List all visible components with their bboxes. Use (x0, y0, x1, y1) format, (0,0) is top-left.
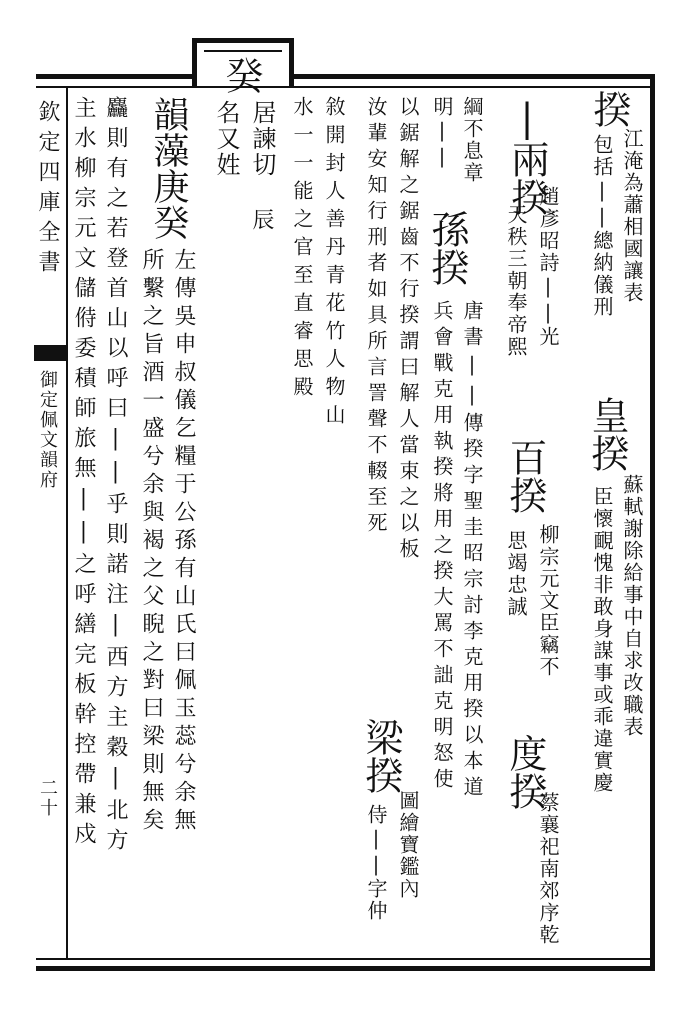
frame-top-rule-left (36, 74, 196, 79)
col4-note-b: 汝輩安知行刑者如具所言詈聲不輟至死 (364, 96, 388, 538)
col6-note-a: 居諫切 (248, 100, 276, 178)
col1-note-c: 蘇軾謝除給事中自求改職表 (620, 474, 644, 738)
tab-box-right (289, 38, 294, 88)
col3-note-a: 綱不息章 (460, 96, 484, 184)
fish-tail-mark (34, 345, 66, 361)
col4-note-a: 以鋸解之鋸齒不行揆謂曰解人當束之以板 (396, 96, 420, 564)
entry-liang-kui: |兩揆 (505, 96, 549, 216)
tab-box-inner-top (204, 50, 282, 52)
col7-note-b: 所繫之旨酒一盛兮余與褐之父睨之對曰梁則無矣 (139, 248, 164, 836)
frame-top-rule-inner (36, 86, 654, 88)
col4-note-c: 圖繪寶鑑內 (396, 790, 420, 900)
col1-note-b: 包括||總納儀刑 (590, 134, 614, 318)
col3-note-d: 兵會戰克用執揆將用之揆大罵不詘克明怒使 (430, 300, 454, 794)
col4-note-d: 侍||字仲 (364, 804, 388, 922)
frame-bottom-rule (36, 966, 654, 971)
section-heading-yunzao: 韻藻庚癸 (148, 96, 189, 240)
margin-book-title: 欽定四庫全書 (35, 100, 60, 280)
frame-right-rule (650, 74, 655, 971)
col1-note-a: 江淹為蕭相國讓表 (620, 128, 644, 304)
col5-note-a: 敘開封人善丹青花竹人物山 (322, 96, 346, 432)
tab-box-top (192, 38, 294, 43)
col1-note-d: 臣懷靦愧非敢身謀事或乖違實慶 (590, 486, 614, 794)
col6-note-b: 名又姓 (212, 100, 240, 178)
head-char-gui: 癸 (219, 56, 263, 94)
col3-note-c: 唐書||傳揆字聖圭昭宗討李克用揆以本道 (460, 300, 484, 802)
margin-page-number: 二十 (37, 778, 58, 818)
col5-note-b: 水一一能之官至直睿思殿 (290, 96, 314, 404)
col2-note-b: 天秩三朝奉帝熙 (504, 204, 528, 358)
col8-note-b: 主水柳宗元文儲偫委積師旅無||之呼繕完板幹控帶兼戍 (71, 96, 96, 852)
entry-bai-kui: 百揆 (503, 438, 547, 514)
entry-liang-kui-2: 梁揆 (359, 718, 403, 794)
margin-subtitle: 御定佩文韻府 (37, 370, 58, 490)
frame-bottom-rule-inner (36, 958, 654, 960)
col2-note-d: 思竭忠誠 (504, 530, 528, 618)
entry-sun-kui: 孫揆 (425, 210, 469, 286)
entry-kui-big: 揆 (587, 90, 631, 128)
col7-note-a: 左傳吳申叔儀乞糧于公孫有山氏曰佩玉蕊兮余無 (171, 248, 196, 836)
frame-top-rule-right (290, 74, 654, 79)
col8-note-a: 麤則有之若登首山以呼曰||乎則諾注|西方主穀|北方 (103, 96, 128, 858)
col6-note-c: 辰 (249, 208, 274, 232)
entry-huang-kui: 皇揆 (585, 396, 629, 472)
frame-left-rule (66, 86, 68, 960)
col2-note-e: 蔡襄祀南郊序乾 (536, 792, 560, 946)
entry-du-kui: 度揆 (503, 734, 547, 810)
col2-note-c: 柳宗元文臣竊不 (536, 524, 560, 678)
col2-note-a: 趙彥昭詩||光 (536, 186, 560, 348)
col3-note-b: 明|| (430, 96, 454, 170)
tab-box-left (192, 38, 197, 88)
